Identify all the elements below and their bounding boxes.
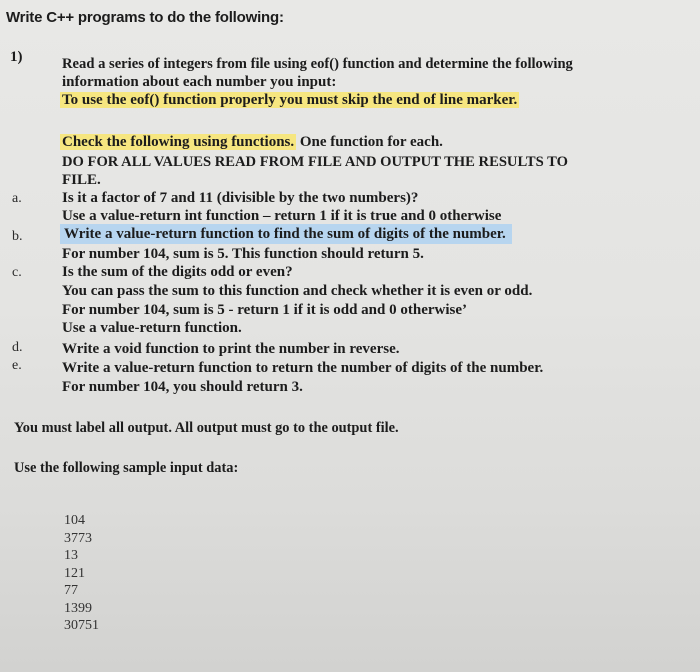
item-b-marker: b.	[12, 229, 23, 244]
label-output-note: You must label all output. All output must go to the output file.	[14, 420, 399, 436]
eof-highlight: To use the eof() function properly you must skip the end of line marker.	[62, 92, 518, 108]
item-e-line-1: Write a value-return function to return the number of digits of the number.	[62, 360, 544, 376]
sample-value: 121	[64, 565, 85, 581]
check-line	[60, 134, 443, 151]
item-d-marker: d.	[12, 340, 23, 355]
item-c-line-4: Use a value-return function.	[62, 320, 242, 336]
item-e-marker: e.	[12, 358, 22, 373]
check-highlight: Check the following using functions.	[62, 134, 295, 150]
sample-value: 3773	[64, 530, 92, 546]
check-rest: One function for each.	[296, 134, 443, 150]
item-b-line-1: For number 104, sum is 5. This function should return 5.	[62, 246, 424, 262]
sample-value: 1399	[64, 600, 92, 616]
item-1-line-2: information about each number you input:	[62, 74, 337, 90]
item-c-marker: c.	[12, 265, 22, 280]
sample-value: 13	[64, 548, 78, 563]
item-1-highlight	[60, 92, 519, 109]
sample-value: 77	[64, 583, 78, 598]
sample-data-note: Use the following sample input data:	[14, 460, 239, 476]
check-line-3: FILE.	[62, 172, 101, 188]
check-line-2: DO FOR ALL VALUES READ FROM FILE AND OUTPUT THE RESULTS TO	[62, 154, 568, 170]
page-title: Write C++ programs to do the following:	[6, 9, 284, 26]
sample-data-list	[64, 512, 99, 635]
item-c-line-1: Is the sum of the digits odd or even?	[62, 264, 293, 280]
sample-value: 104	[64, 513, 85, 528]
item-1-line-1: Read a series of integers from file using eof() function and determine the following	[62, 56, 573, 72]
item-c-line-3: For number 104, sum is 5 - return 1 if it is odd and 0 otherwise’	[62, 302, 468, 318]
item-a-line-2: Use a value-return int function – return 1 if it is true and 0 otherwise	[62, 208, 502, 224]
item-1-marker: 1)	[10, 49, 23, 65]
item-e-line-2: For number 104, you should return 3.	[62, 379, 303, 395]
item-c-line-2: You can pass the sum to this function and check whether it is even or odd.	[62, 283, 533, 299]
item-a-marker: a.	[12, 191, 22, 206]
item-d-line-1: Write a void function to print the number in reverse.	[62, 341, 400, 357]
item-b-highlight: Write a value-return function to find the sum of digits of the number.	[60, 224, 512, 244]
item-a-line-1: Is it a factor of 7 and 11 (divisible by the two numbers)?	[62, 190, 419, 206]
sample-value: 30751	[64, 618, 99, 633]
item-b-highlight-line	[60, 226, 512, 243]
